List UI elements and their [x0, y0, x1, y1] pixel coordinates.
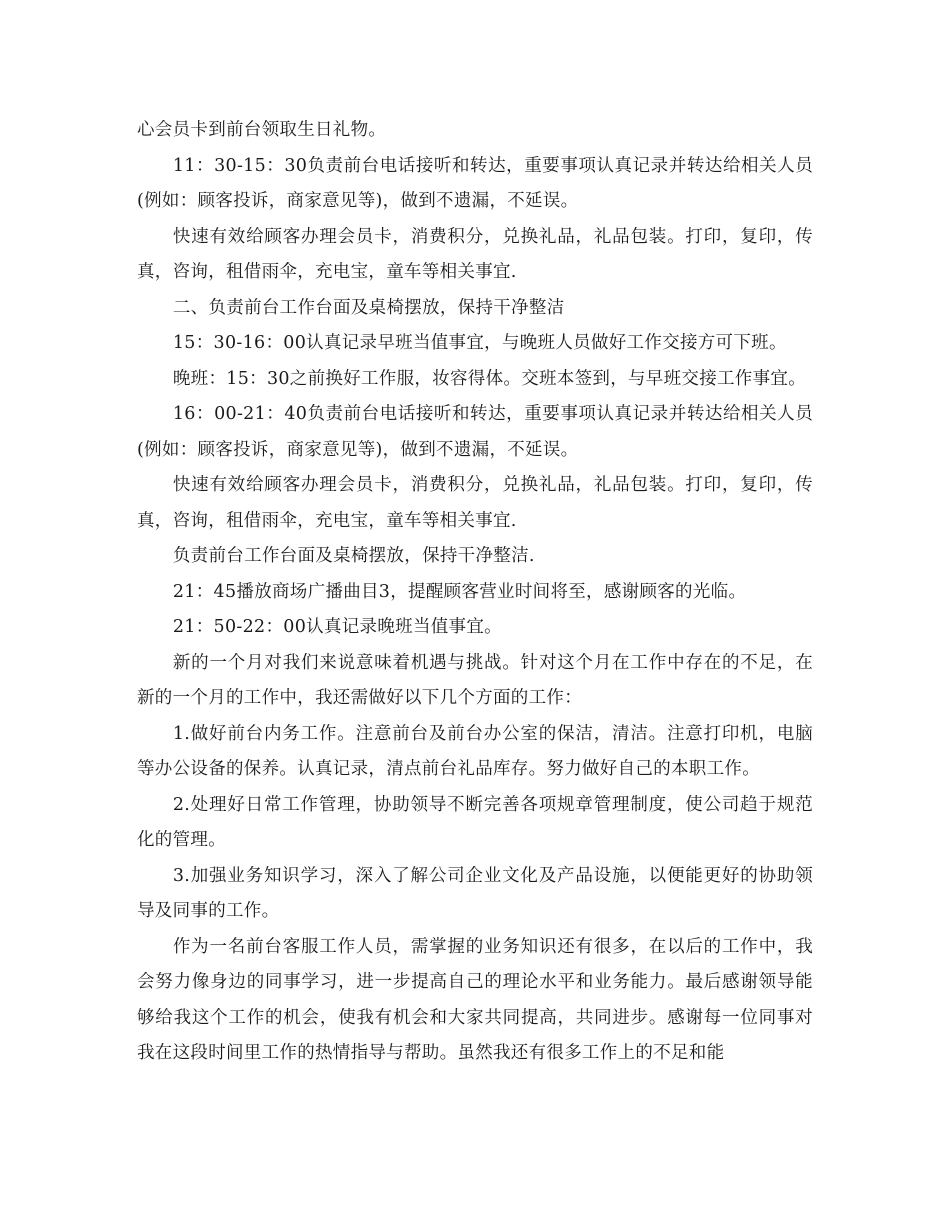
paragraph-closing-broadcast: 21：45播放商场广播曲目3，提醒顾客营业时间将至，感谢顾客的光临。	[172, 581, 747, 602]
paragraph-evening-shift: 晚班：15：30之前换好工作服，妆容得体。交班本签到，与早班交接工作事宜。	[172, 368, 807, 389]
paragraph-desk-tidy: 负责前台工作台面及桌椅摆放，保持干净整洁.	[172, 546, 535, 566]
paragraph-new-month-intro: 新的一个月对我们来说意味着机遇与挑战。针对这个月在工作中存在的不足，在新的一个月的工作中，我还需做好以下几个方面的工作：	[137, 652, 813, 708]
paragraph-item-2: 2.处理好日常工作管理，协助领导不断完善各项规章管理制度，使公司趋于规范化的管理。	[137, 794, 813, 850]
paragraph-evening-phone-duty: 16：00-21：40负责前台电话接听和转达，重要事项认真记录并转达给相关人员(例如：顾客投诉，商家意见等)，做到不遗漏，不延误。	[137, 404, 813, 460]
paragraph-conclusion: 作为一名前台客服工作人员，需掌握的业务知识还有很多，在以后的工作中，我会努力像身边的同事学习，进一步提高自己的理论水平和业务能力。最后感谢领导能够给我这个工作的机会，使我有机会和大家共同提高，共同进步。感谢每一位同事对我在这段时间里工作的热情指导与帮助。虽然我还有很多工作上的不足和能	[137, 936, 813, 1063]
document-body	[137, 113, 813, 1072]
paragraph-desk-tidy-heading: 二、负责前台工作台面及桌椅摆放，保持干净整洁	[172, 297, 565, 318]
paragraph-item-3: 3.加强业务知识学习，深入了解公司企业文化及产品设施，以便能更好的协助领导及同事的工作。	[137, 865, 813, 921]
paragraph-morning-phone-duty: 11：30-15：30负责前台电话接听和转达，重要事项认真记录并转达给相关人员(例如：顾客投诉，商家意见等)，做到不遗漏，不延误。	[137, 155, 813, 211]
paragraph-morning-handover: 15：30-16：00认真记录早班当值事宜，与晚班人员做好工作交接方可下班。	[172, 333, 787, 353]
paragraph-continuation: 心会员卡到前台领取生日礼物。	[137, 120, 387, 140]
paragraph-item-1: 1.做好前台内务工作。注意前台及前台办公室的保洁，清洁。注意打印机，电脑等办公设备的保养。认真记录，清点前台礼品库存。努力做好自己的本职工作。	[137, 723, 813, 779]
paragraph-evening-record: 21：50-22：00认真记录晚班当值事宜。	[172, 617, 502, 637]
paragraph-morning-member-services: 快速有效给顾客办理会员卡，消费积分，兑换礼品，礼品包装。打印，复印，传真，咨询，租借雨伞，充电宝，童车等相关事宜.	[137, 226, 813, 282]
paragraph-evening-member-services: 快速有效给顾客办理会员卡，消费积分，兑换礼品，礼品包装。打印，复印，传真，咨询，租借雨伞，充电宝，童车等相关事宜.	[137, 475, 813, 531]
